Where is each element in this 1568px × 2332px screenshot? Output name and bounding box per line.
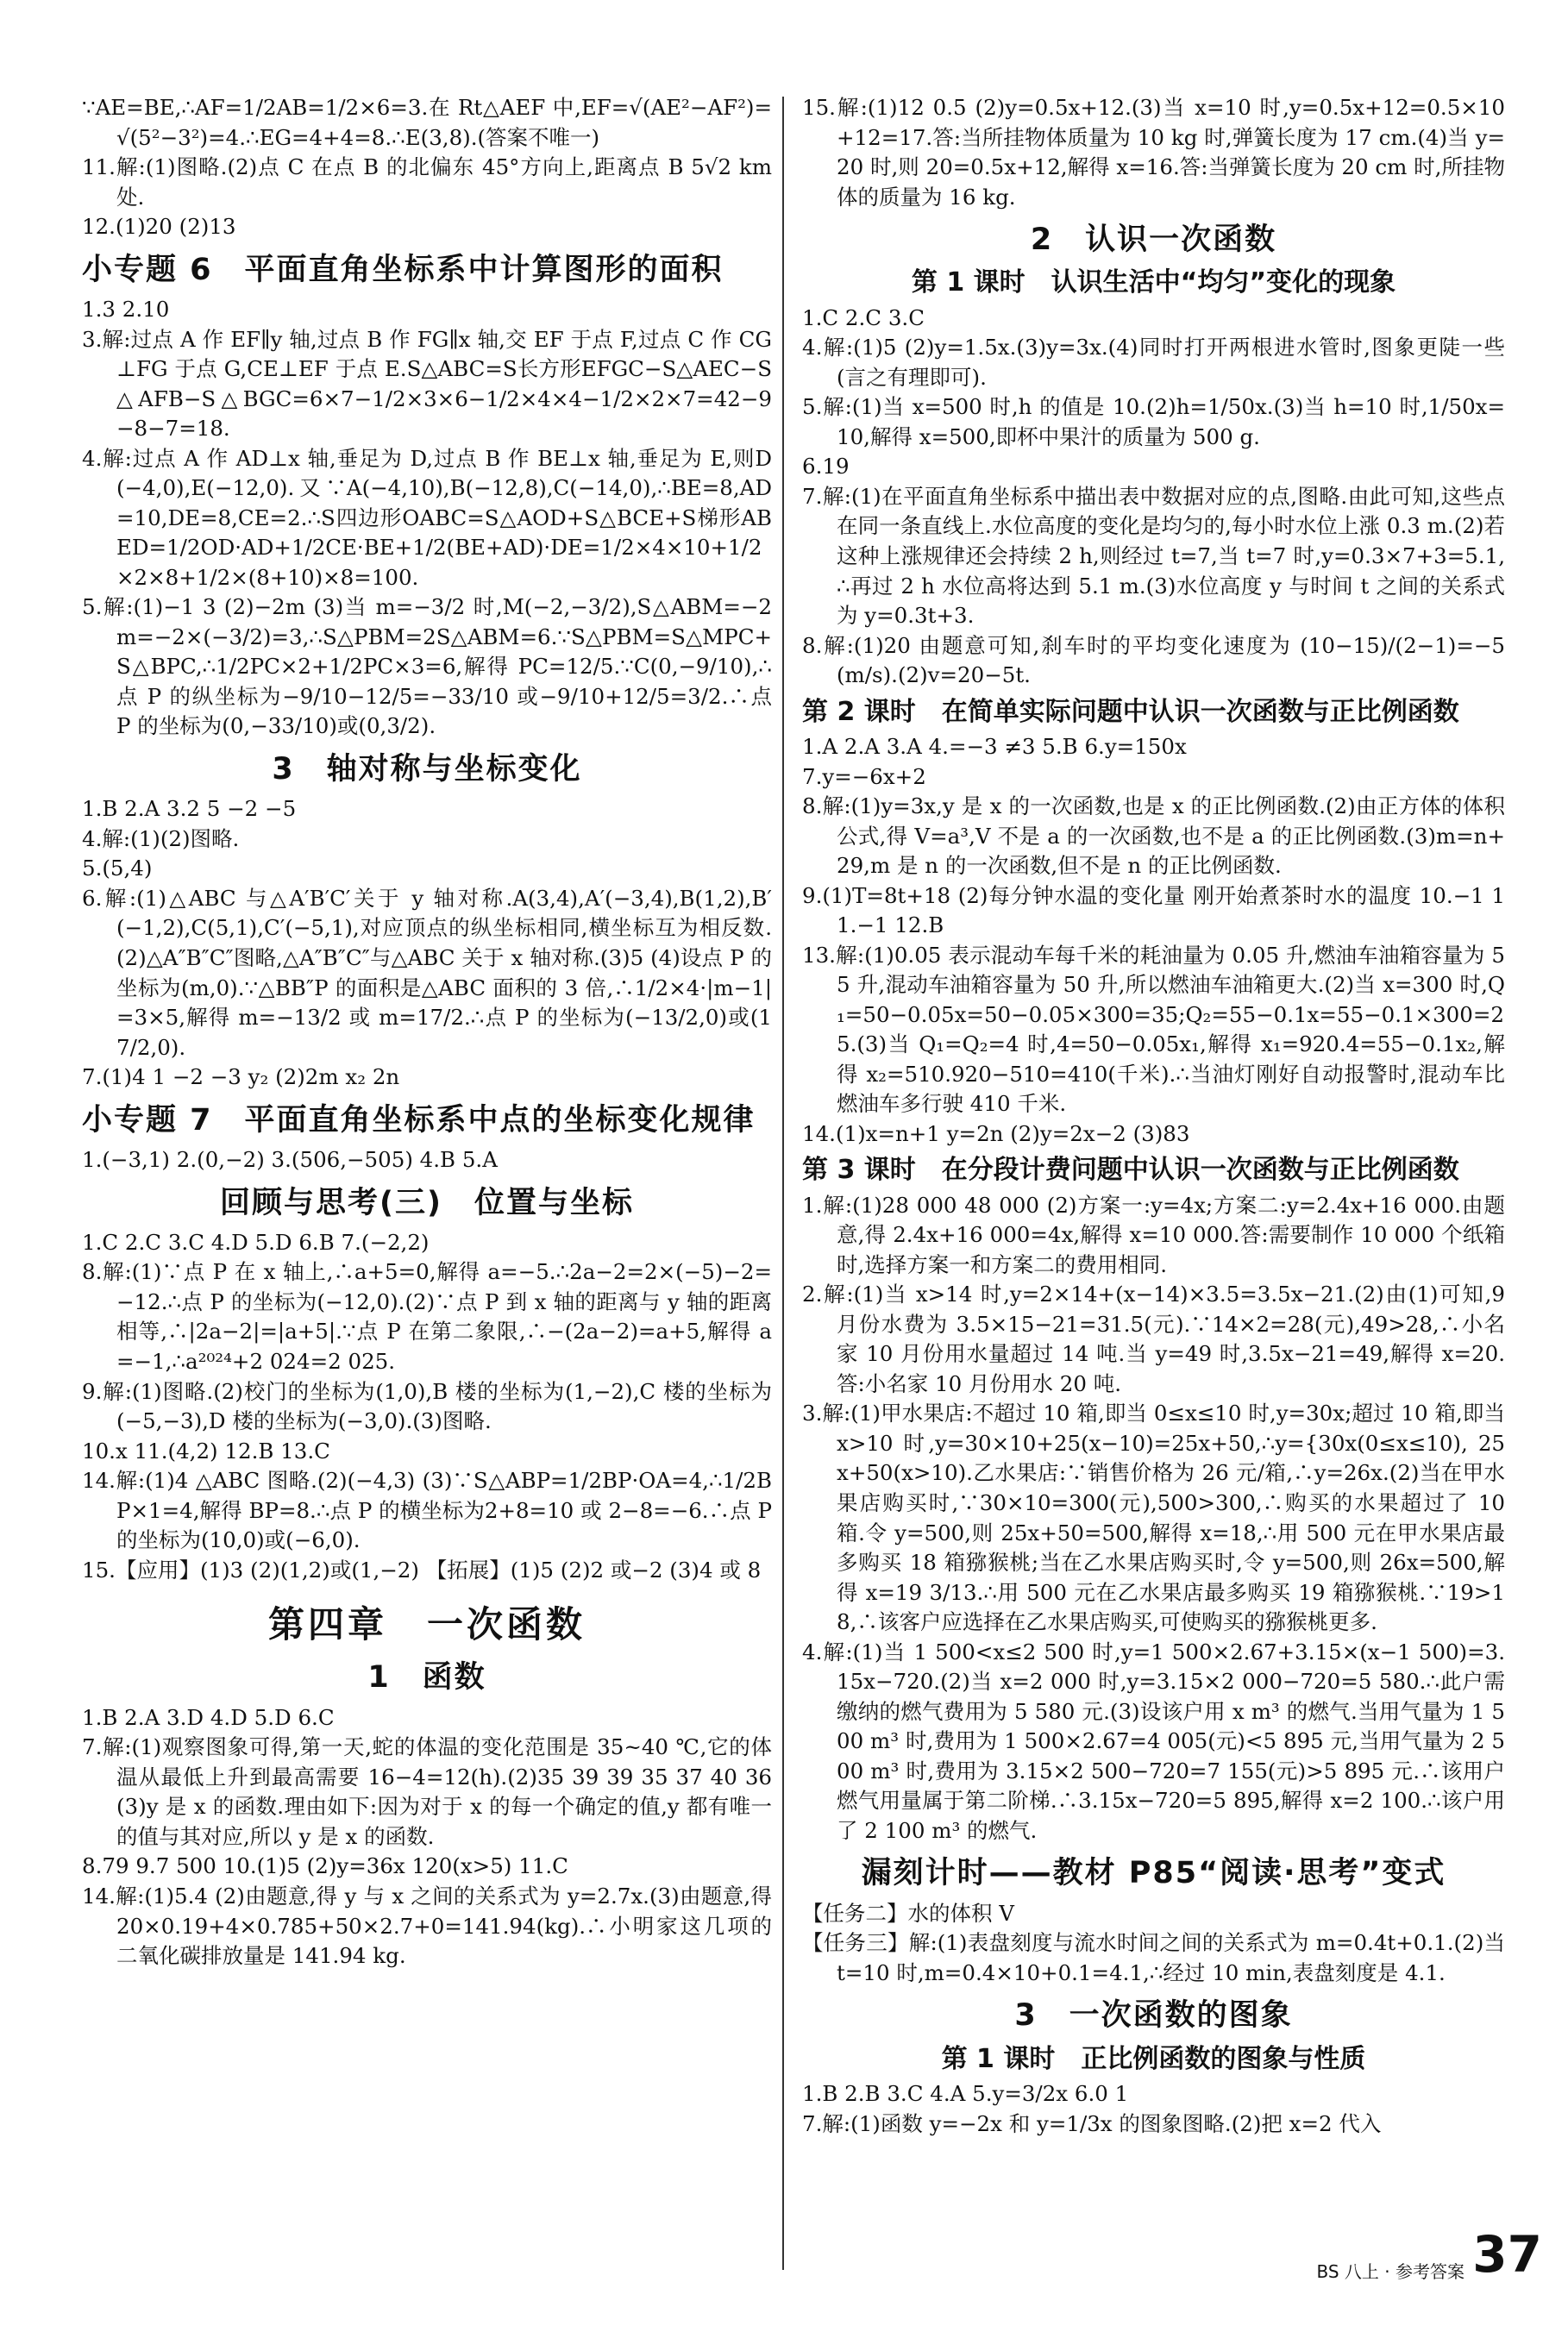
answer-line: 8.解:(1)∵点 P 在 x 轴上,∴a+5=0,解得 a=−5.∴2a−2=2×(−5)−2=−12.∴点 P 的坐标为(−12,0).(2)∵点 P 到 x 轴的距离与 y 轴的距离相等,∴|2a−2|=|a+5|.∵点 P 在第二象限,∴−(2a−2)=a+5,解得 a=−1,∴a²⁰²⁴+2 024=2 025. — [82, 1259, 772, 1374]
answer-line: 8.解:(1)20 由题意可知,刹车时的平均变化速度为 (10−15)/(2−1)=−5(m/s).(2)v=20−5t. — [802, 632, 1505, 688]
footer-label: BS 八上 · 参考答案 — [1316, 2261, 1465, 2282]
chapter-heading: 第四章 一次函数 — [267, 1603, 586, 1646]
answer-line: 10.x 11.(4,2) 12.B 13.C — [82, 1438, 330, 1464]
answer-line: 14.解:(1)4 △ABC 图略.(2)(−4,3) (3)∵S△ABP=1/2BP·OA=4,∴1/2BP×1=4,解得 BP=8.∴点 P 的横坐标为2+8=10 或 2−8=−6.∴点 P 的坐标为(10,0)或(−6,0). — [82, 1468, 772, 1553]
answer-line: 12.(1)20 (2)13 — [82, 214, 236, 240]
lesson-heading: 第 1 课时 认识生活中“均匀”变化的现象 — [911, 267, 1396, 298]
lesson-heading: 第 3 课时 在分段计费问题中认识一次函数与正比例函数 — [802, 1155, 1459, 1186]
column-divider — [782, 97, 784, 2270]
answer-line: 3.解:(1)甲水果店:不超过 10 箱,即当 0≤x≤10 时,y=30x;超过 10 箱,即当 x>10 时,y=30×10+25(x−10)=25x+50,∴y={30x(0≤x≤10), 25x+50(x>10).乙水果店:∵销售价格为 26 元/箱,∴y=26x.(2)当在甲水果店购买时,∵30×10=300(元),500>300,∴购买的水果超过了 10 箱.令 y=500,则 25x+50=500,解得 x=18,∴用 500 元在甲水果店最多购买 18 箱猕猴桃;当在乙水果店购买时,令 y=500,则 26x=500,解得 x=19 3/13.∴用 500 元在乙水果店最多购买 19 箱猕猴桃.∵19>18,∴该客户应选择在乙水果店购买,可使购买的猕猴桃更多. — [802, 1401, 1505, 1635]
answer-line: 1.解:(1)28 000 48 000 (2)方案一:y=4x;方案二:y=2.4x+16 000.由题意,得 2.4x+16 000=4x,解得 x=10 000.答:需要制作 10 000 个纸箱时,选择方案一和方案二的费用相同. — [802, 1192, 1505, 1277]
answer-line: 1.C 2.C 3.C 4.D 5.D 6.B 7.(−2,2) — [82, 1229, 430, 1255]
lesson-heading: 第 1 课时 正比例函数的图象与性质 — [941, 2043, 1366, 2074]
answer-line: ∵AE=BE,∴AF=1/2AB=1/2×6=3.在 Rt△AEF 中,EF=√(AE²−AF²)=√(5²−3²)=4.∴EG=4+4=8.∴E(3,8).(答案不唯一) — [82, 95, 772, 150]
answer-line: 3.解:过点 A 作 EF∥y 轴,过点 B 作 FG∥x 轴,交 EF 于点 F,过点 C 作 CG⊥FG 于点 G,CE⊥EF 于点 E.S△ABC=S长方形EFGC−S△AEC−S△AFB−S△BGC=6×7−1/2×3×6−1/2×4×4−1/2×2×7=42−9−8−7=18. — [82, 326, 772, 442]
answer-line: 15.解:(1)12 0.5 (2)y=0.5x+12.(3)当 x=10 时,y=0.5x+12=0.5×10+12=17.答:当所挂物体质量为 10 kg 时,弹簧长度为 17 cm.(4)当 y=20 时,则 20=0.5x+12,解得 x=16.答:当弹簧长度为 20 cm 时,所挂物体的质量为 16 kg. — [802, 95, 1505, 210]
answer-line: 4.解:(1)5 (2)y=1.5x.(3)y=3x.(4)同时打开两根进水管时,图象更陡一些(言之有理即可). — [802, 335, 1505, 390]
answer-line: 【任务三】解:(1)表盘刻度与流水时间之间的关系式为 m=0.4t+0.1.(2)当 t=10 时,m=0.4×10+0.1=4.1,∴经过 10 min,表盘刻度是 4.1. — [802, 1930, 1505, 1985]
answer-line: 8.解:(1)y=3x,y 是 x 的一次函数,也是 x 的正比例函数.(2)由正方体的体积公式,得 V=a³,V 不是 a 的一次函数,也不是 a 的正比例函数.(3)m=n+29,m 是 n 的一次函数,但不是 n 的正比例函数. — [802, 793, 1505, 879]
answer-line: 14.解:(1)5.4 (2)由题意,得 y 与 x 之间的关系式为 y=2.7x.(3)由题意,得 20×0.19+4×0.785+50×2.7+0=141.94(kg).∴小明家这几项的二氧化碳排放量是 141.94 kg. — [82, 1883, 772, 1969]
answer-line: 【任务二】水的体积 V — [802, 1900, 1014, 1926]
answer-line: 1.A 2.A 3.A 4.=−3 ≠3 5.B 6.y=150x — [802, 733, 1187, 759]
answer-line: 6.19 — [802, 454, 850, 480]
section-heading: 小专题 6 平面直角坐标系中计算图形的面积 — [82, 252, 724, 287]
answer-line: 14.(1)x=n+1 y=2n (2)y=2x−2 (3)83 — [802, 1120, 1190, 1146]
section-heading: 小专题 7 平面直角坐标系中点的坐标变化规律 — [82, 1102, 756, 1138]
answer-line: 5.(5,4) — [82, 856, 153, 881]
answer-line: 13.解:(1)0.05 表示混动车每千米的耗油量为 0.05 升,燃油车油箱容量为 55 升,混动车油箱容量为 50 升,所以燃油车油箱更大.(2)当 x=300 时,Q₁=50−0.05x=50−0.05×300=35;Q₂=55−0.1x=55−0.1×300=25.(3)当 Q₁=Q₂=4 时,4=50−0.05x₁,解得 x₁=920.4=55−0.1x₂,解得 x₂=510.920−510=410(千米).∴当油灯刚好自动报警时,混动车比燃油车多行驶 410 千米. — [802, 942, 1505, 1117]
answer-line: 15.【应用】(1)3 (2)(1,2)或(1,−2) 【拓展】(1)5 (2)2 或−2 (3)4 或 8 — [82, 1557, 762, 1583]
answer-line: 2.解:(1)当 x>14 时,y=2×14+(x−14)×3.5=3.5x−21.(2)由(1)可知,9 月份水费为 3.5×15−21=31.5(元).∵14×2=28(元),49>28,∴小名家 10 月份用水量超过 14 吨.当 y=49 时,3.5x−21=49,解得 x=20.答:小名家 10 月份用水 20 吨. — [802, 1282, 1505, 1396]
answer-line: 7.解:(1)观察图象可得,第一天,蛇的体温的变化范围是 35~40 ℃,它的体温从最低上升到最高需要 16−4=12(h).(2)35 39 39 35 37 40 36 (3)y 是 x 的函数.理由如下:因为对于 x 的每一个确定的值,y 都有唯一的值与其对应,所以 y 是 x 的函数. — [82, 1734, 772, 1849]
answer-line: 1.B 2.A 3.D 4.D 5.D 6.C — [82, 1704, 335, 1730]
left-column — [82, 93, 772, 1972]
answer-line: 6.解:(1)△ABC 与△A′B′C′关于 y 轴对称.A(3,4),A′(−3,4),B(1,2),B′(−1,2),C(5,1),C′(−5,1),对应顶点的纵坐标相同,横坐标互为相反数.(2)△A″B″C″图略,△A″B″C″与△ABC 关于 x 轴对称.(3)5 (4)设点 P 的坐标为(m,0).∵△BB″P 的面积是△ABC 面积的 3 倍,∴1/2×4·|m−1|=3×5,解得 m=−13/2 或 m=17/2.∴点 P 的坐标为(−13/2,0)或(17/2,0). — [82, 885, 772, 1060]
answer-line: 9.解:(1)图略.(2)校门的坐标为(1,0),B 楼的坐标为(1,−2),C 楼的坐标为(−5,−3),D 楼的坐标为(−3,0).(3)图略. — [82, 1378, 772, 1434]
answer-line: 11.解:(1)图略.(2)点 C 在点 B 的北偏东 45°方向上,距离点 B 5√2 km处. — [82, 154, 772, 210]
page-number: 37 — [1472, 2225, 1542, 2284]
answer-line: 9.(1)T=8t+18 (2)每分钟水温的变化量 刚开始煮茶时水的温度 10.−1 11.−1 12.B — [802, 882, 1505, 938]
section-heading: 2 认识一次函数 — [1030, 223, 1277, 258]
section-heading: 3 一次函数的图象 — [1014, 1998, 1293, 2034]
answer-line: 1.3 2.10 — [82, 297, 170, 322]
answer-line: 8.79 9.7 500 10.(1)5 (2)y=36x 120(x>5) 11.C — [82, 1853, 568, 1879]
section-heading: 3 轴对称与坐标变化 — [272, 751, 582, 787]
answer-line: 7.解:(1)在平面直角坐标系中描出表中数据对应的点,图略.由此可知,这些点在同一条直线上.水位高度的变化是均匀的,每小时水位上涨 0.3 m.(2)若这种上涨规律还会持续 2 h,则经过 t=7,当 t=7 时,y=0.3×7+3=5.1,∴再过 2 h 水位高将达到 5.1 m.(3)水位高度 y 与时间 t 之间的关系式为 y=0.3t+3. — [802, 483, 1505, 629]
right-column — [802, 93, 1505, 2139]
answer-line: 4.解:(1)当 1 500<x≤2 500 时,y=1 500×2.67+3.15×(x−1 500)=3.15x−720.(2)当 x=2 000 时,y=3.15×2 000−720=5 580.∴此户需缴纳的燃气费用为 5 580 元.(3)设该户用 x m³ 的燃气.当用气量为 1 500 m³ 时,费用为 1 500×2.67=4 005(元)<5 895 元,当用气量为 2 500 m³ 时,费用为 3.15×2 500−720=7 155(元)>5 895 元.∴该用户燃气用量属于第二阶梯.∴3.15x−720=5 895,解得 x=2 100.∴该户用了 2 100 m³ 的燃气. — [802, 1639, 1505, 1843]
answer-line: 4.解:(1)(2)图略. — [82, 825, 240, 851]
answer-line: 7.(1)4 1 −2 −3 y₂ (2)2m x₂ 2n — [82, 1064, 400, 1090]
answer-line: 5.解:(1)当 x=500 时,h 的值是 10.(2)h=1/50x.(3)当 h=10 时,1/50x=10,解得 x=500,即杯中果汁的质量为 500 g. — [802, 394, 1505, 449]
section-heading: 回顾与思考(三) 位置与坐标 — [220, 1185, 634, 1220]
answer-line: 1.B 2.A 3.2 5 −2 −5 — [82, 796, 297, 822]
section-heading: 漏刻计时——教材 P85“阅读·思考”变式 — [861, 1856, 1446, 1891]
answer-line: 4.解:过点 A 作 AD⊥x 轴,垂足为 D,过点 B 作 BE⊥x 轴,垂足为 E,则D(−4,0),E(−12,0).又∵A(−4,10),B(−12,8),C(−14,0),∴BE=8,AD=10,DE=8,CE=2.∴S四边形OABC=S△AOD+S△BCE+S梯形ABED=1/2OD·AD+1/2CE·BE+1/2(BE+AD)·DE=1/2×4×10+1/2×2×8+1/2×(8+10)×8=100. — [82, 445, 772, 590]
answer-line: 7.解:(1)函数 y=−2x 和 y=1/3x 的图象图略.(2)把 x=2 代入 — [802, 2110, 1382, 2136]
answer-line: 7.y=−6x+2 — [802, 763, 926, 789]
answer-line: 1.C 2.C 3.C — [802, 304, 925, 330]
section-heading: 1 函数 — [367, 1660, 486, 1696]
answer-line: 1.(−3,1) 2.(0,−2) 3.(506,−505) 4.B 5.A — [82, 1146, 498, 1172]
answer-line: 5.解:(1)−1 3 (2)−2m (3)当 m=−3/2 时,M(−2,−3/2),S△ABM=−2m=−2×(−3/2)=3,∴S△PBM=2S△ABM=6.∵S△PBM=S△MPC+S△BPC,∴1/2PC×2+1/2PC×3=6,解得 PC=12/5.∵C(0,−9/10),∴点 P 的纵坐标为−9/10−12/5=−33/10 或−9/10+12/5=3/2.∴点 P 的坐标为(0,−33/10)或(0,3/2). — [82, 594, 772, 739]
lesson-heading: 第 2 课时 在简单实际问题中认识一次函数与正比例函数 — [802, 696, 1459, 727]
answer-line: 1.B 2.B 3.C 4.A 5.y=3/2x 6.0 1 — [802, 2080, 1129, 2106]
